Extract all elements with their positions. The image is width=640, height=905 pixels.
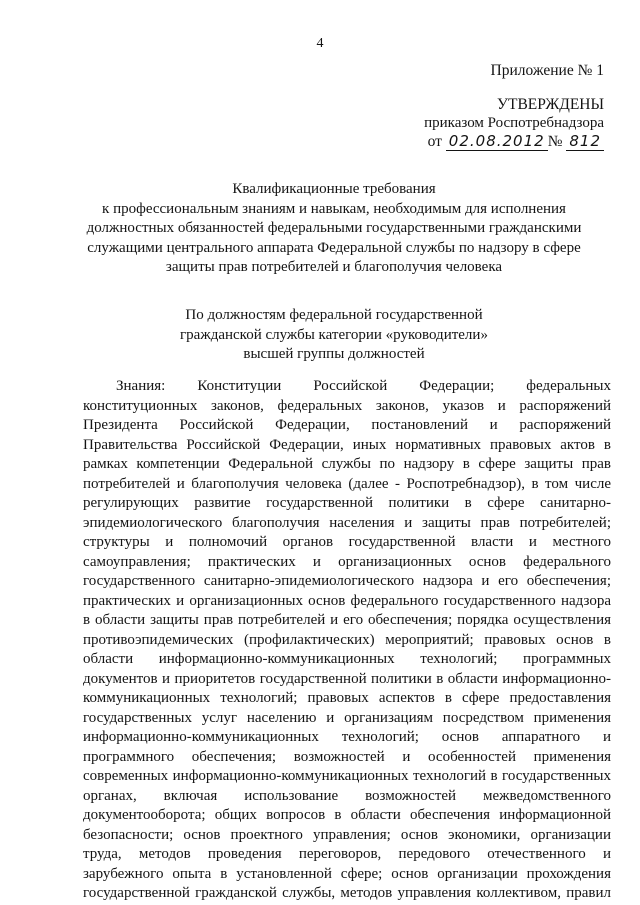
body-line: зарубежного опыта в установленной сфере; основ организации прохождения [83, 865, 611, 882]
body-paragraph [83, 377, 611, 904]
body-line: Правительства Российской Федерации, иных нормативных правовых актов в [83, 436, 611, 453]
document-title [52, 180, 616, 278]
appendix-label: Приложение № 1 [490, 62, 604, 79]
body-line: государственных услуг населению и организациям посредством применения [83, 709, 611, 726]
body-line: информационно-коммуникационных технологий; основ аппаратного и [83, 729, 611, 745]
subtitle-line: высшей группы должностей [243, 346, 425, 362]
order-date-handwritten: 02.08.2012 [446, 132, 548, 151]
body-line: безопасности; основ проектного управления; основ экономики, организации [83, 826, 611, 843]
body-line: документооборота; общих вопросов в области обеспечения информационной [83, 807, 611, 823]
body-line: Президента Российской Федерации, постановлений и распоряжений [83, 417, 611, 433]
body-line: области информационно-коммуникационных технологий; программных [83, 651, 611, 667]
body-line: программного обеспечения; возможностей и особенностей применения [83, 748, 611, 765]
body-line: государственного санитарно-эпидемиологического надзора и его обеспечения; [83, 573, 611, 589]
order-number-handwritten: 812 [566, 132, 604, 151]
body-line: противоэпидемических (профилактических) мероприятий; правовых основ в [83, 631, 611, 648]
title-line: Квалификационные требования [232, 181, 436, 197]
body-line: в области защиты прав потребителей и его обеспечения; порядка осуществления [83, 612, 611, 628]
body-line: эпидемиологического благополучия населения и защиты прав потребителей; [83, 514, 611, 531]
body-line: органах, включая использование возможностей межведомственного [83, 787, 611, 804]
order-date-line [428, 132, 604, 151]
body-line: конституционных законов, федеральных законов, указов и распоряжений [83, 397, 611, 414]
subtitle-line: гражданской службы категории «руководители» [180, 326, 488, 343]
body-line: документов и приоритетов государственной политики в области информационно- [83, 670, 611, 687]
body-line: практических и организационных основ федерального государственного надзора [83, 592, 611, 609]
order-from-prefix: от [427, 133, 442, 150]
title-line: должностных обязанностей федеральными государственными гражданскими [86, 220, 582, 236]
body-line: самоуправления; практических и организационных основ федерального [83, 553, 611, 570]
title-line: к профессиональным знаниям и навыкам, необходимым для исполнения [102, 200, 566, 217]
order-reference: приказом Роспотребнадзора [424, 115, 604, 131]
body-line: структуры и полномочий органов государственной власти и местного [83, 534, 611, 550]
body-line: рамках компетенции Федеральной службы по надзору в сфере защиты прав [83, 456, 611, 472]
title-line: служащими центрального аппарата Федеральной службы по надзору в сфере [87, 239, 581, 256]
body-line: потребителей и благополучия человека (далее - Роспотребнадзор), в том числе [83, 475, 611, 492]
title-line: защиты прав потребителей и благополучия человека [165, 259, 503, 275]
document-subtitle [64, 306, 604, 365]
body-line: коммуникационных технологий; правовых аспектов в сфере предоставления [83, 690, 611, 706]
body-line: государственной гражданской службы, методов управления коллективом, правил [83, 885, 611, 901]
page-number: 4 [316, 36, 324, 51]
body-line: Знания: Конституции Российской Федерации; федеральных [116, 378, 611, 394]
order-number-label: № [547, 133, 563, 150]
body-line: современных информационно-коммуникационных технологий в государственных [83, 768, 611, 784]
body-line: регулирующих развитие государственной политики в сфере санитарно- [83, 495, 611, 511]
body-line: труда, методов проведения переговоров, передового отечественного и [83, 846, 611, 862]
subtitle-line: По должностям федеральной государственной [185, 307, 483, 323]
approved-label: УТВЕРЖДЕНЫ [497, 96, 604, 113]
